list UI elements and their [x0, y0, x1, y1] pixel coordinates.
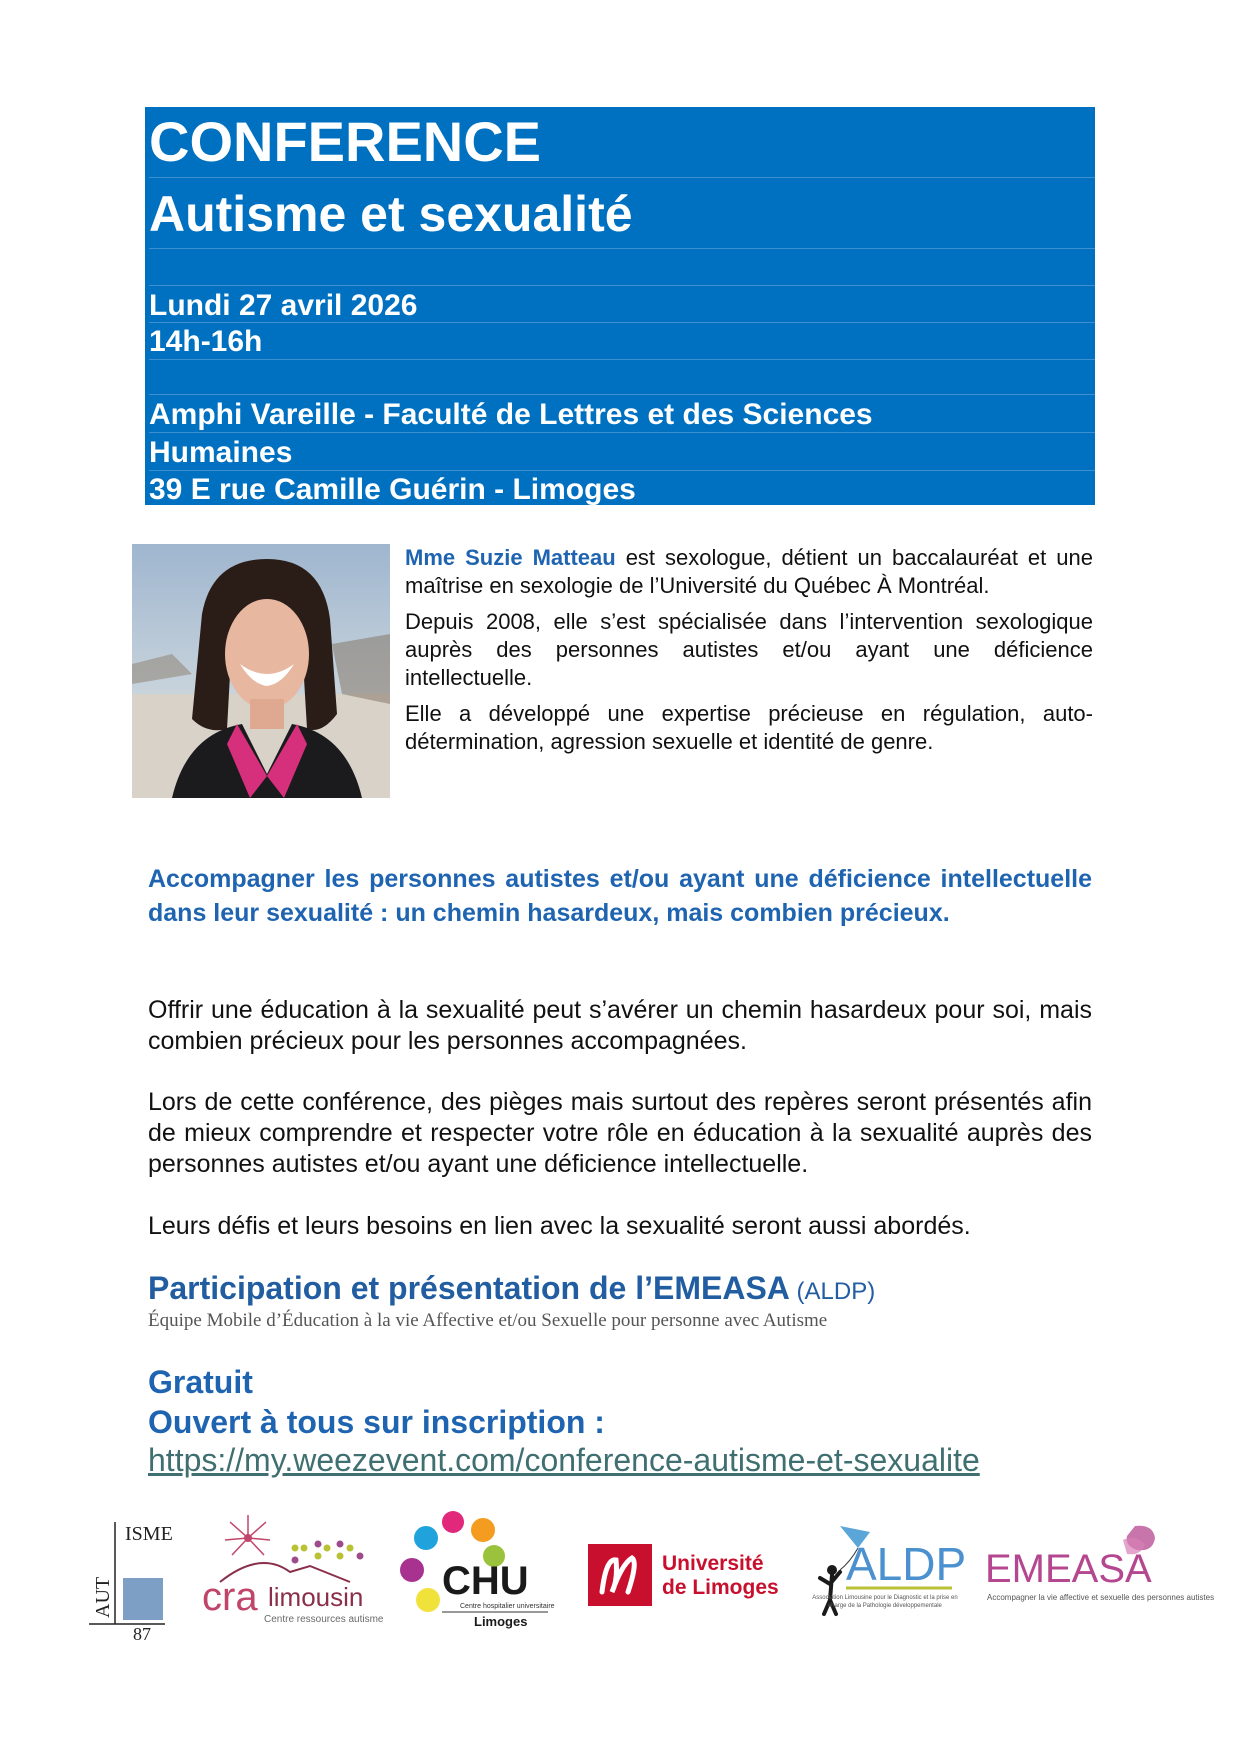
aldp-label: (ALDP) [789, 1278, 876, 1305]
chu-city: Limoges [474, 1614, 528, 1629]
autisme87-b: ISME [125, 1523, 173, 1545]
header-banner [145, 107, 1095, 505]
chu-limoges-logo [398, 1508, 558, 1636]
free-label: Gratuit [148, 1364, 253, 1400]
aldp-logo [810, 1522, 967, 1632]
event-place-line2: Humaines [149, 433, 1095, 471]
body-paragraph-2: Lors de cette conférence, des pièges mais surtout des repères seront présentés afin de mieux comprendre et respecter votre rôle en éducation à la sexualité auprès des personnes autistes et/ou ayant une déficience intellectuelle. [148, 1088, 1092, 1178]
speaker-name: Mme Suzie Matteau [405, 545, 616, 570]
spacer-row [149, 249, 1095, 286]
speaker-photo [132, 544, 390, 798]
autisme87-a: AUT [92, 1576, 114, 1618]
speaker-bio [405, 544, 1093, 764]
event-place-line1: Amphi Vareille - Faculté de Lettres et des Sciences [149, 395, 1095, 433]
aldp-main: ALDP [846, 1538, 967, 1590]
cra-main: cra [202, 1575, 258, 1619]
open-label: Ouvert à tous sur inscription : [148, 1404, 605, 1440]
bio-paragraph-3: Elle a développé une expertise précieuse en régulation, auto-détermination, agression sexuelle et identité de genre. [405, 701, 1093, 754]
aldp-caption: Association Limousine pour le Diagnostic et la prise en charge de la Pathologie développementale [812, 1595, 958, 1609]
body-paragraph-1: Offrir une éducation à la sexualité peut s’avérer un chemin hasardeux pour soi, mais combien précieux pour les personnes accompagnées. [148, 996, 1092, 1055]
registration-link[interactable]: https://my.weezevent.com/conference-autisme-et-sexualite [148, 1442, 980, 1478]
chu-caption: Centre hospitalier universitaire [460, 1603, 555, 1610]
emeasa-logo [985, 1520, 1215, 1620]
emeasa-heading-text: Participation et présentation de l’EMEASA [148, 1270, 790, 1306]
unilim-line2: de Limoges [662, 1576, 779, 1599]
cra-sub: limousin [268, 1582, 364, 1612]
bio-p1-text: est sexologue, détient un baccalauréat et une maîtrise en sexologie de l’Université du Québec À Montréal. [405, 545, 1093, 598]
event-address: 39 E rue Camille Guérin - Limoges [149, 473, 636, 506]
emeasa-subtitle: Équipe Mobile d’Éducation à la vie Affective et/ou Sexuelle pour personne avec Autisme [148, 1310, 828, 1331]
partner-logos [80, 1500, 1215, 1644]
autisme87-logo [85, 1518, 173, 1644]
unilim-line1: Université [662, 1552, 764, 1575]
emeasa-main: EMEASA [985, 1547, 1152, 1591]
spacer-row [149, 360, 1095, 395]
autisme87-c: 87 [133, 1624, 151, 1644]
emeasa-caption: Accompagner la vie affective et sexuelle des personnes autistes [987, 1593, 1215, 1602]
cra-caption: Centre ressources autisme [264, 1614, 384, 1625]
registration-info [148, 1362, 605, 1442]
event-time: 14h-16h [149, 323, 1095, 360]
body-paragraph-3: Leurs défis et leurs besoins en lien avec la sexualité seront aussi abordés. [148, 1212, 971, 1240]
bio-paragraph-2: Depuis 2008, elle s’est spécialisée dans l’intervention sexologique auprès des personnes autistes et/ou ayant une déficience intellectuelle. [405, 609, 1093, 690]
conference-lead: Accompagner les personnes autistes et/ou ayant une déficience intellectuelle dans leur sexualité : un chemin hasardeux, mais combien précieux. [148, 865, 1092, 927]
bio-paragraph [405, 544, 1093, 600]
universite-limoges-logo [588, 1540, 788, 1610]
conference-title: CONFERENCE [149, 107, 1095, 178]
conference-subtitle: Autisme et sexualité [149, 178, 1095, 249]
emeasa-heading [148, 1270, 875, 1307]
chu-main: CHU [442, 1559, 529, 1603]
event-date: Lundi 27 avril 2026 [149, 286, 1095, 323]
cra-limousin-logo [200, 1510, 384, 1630]
